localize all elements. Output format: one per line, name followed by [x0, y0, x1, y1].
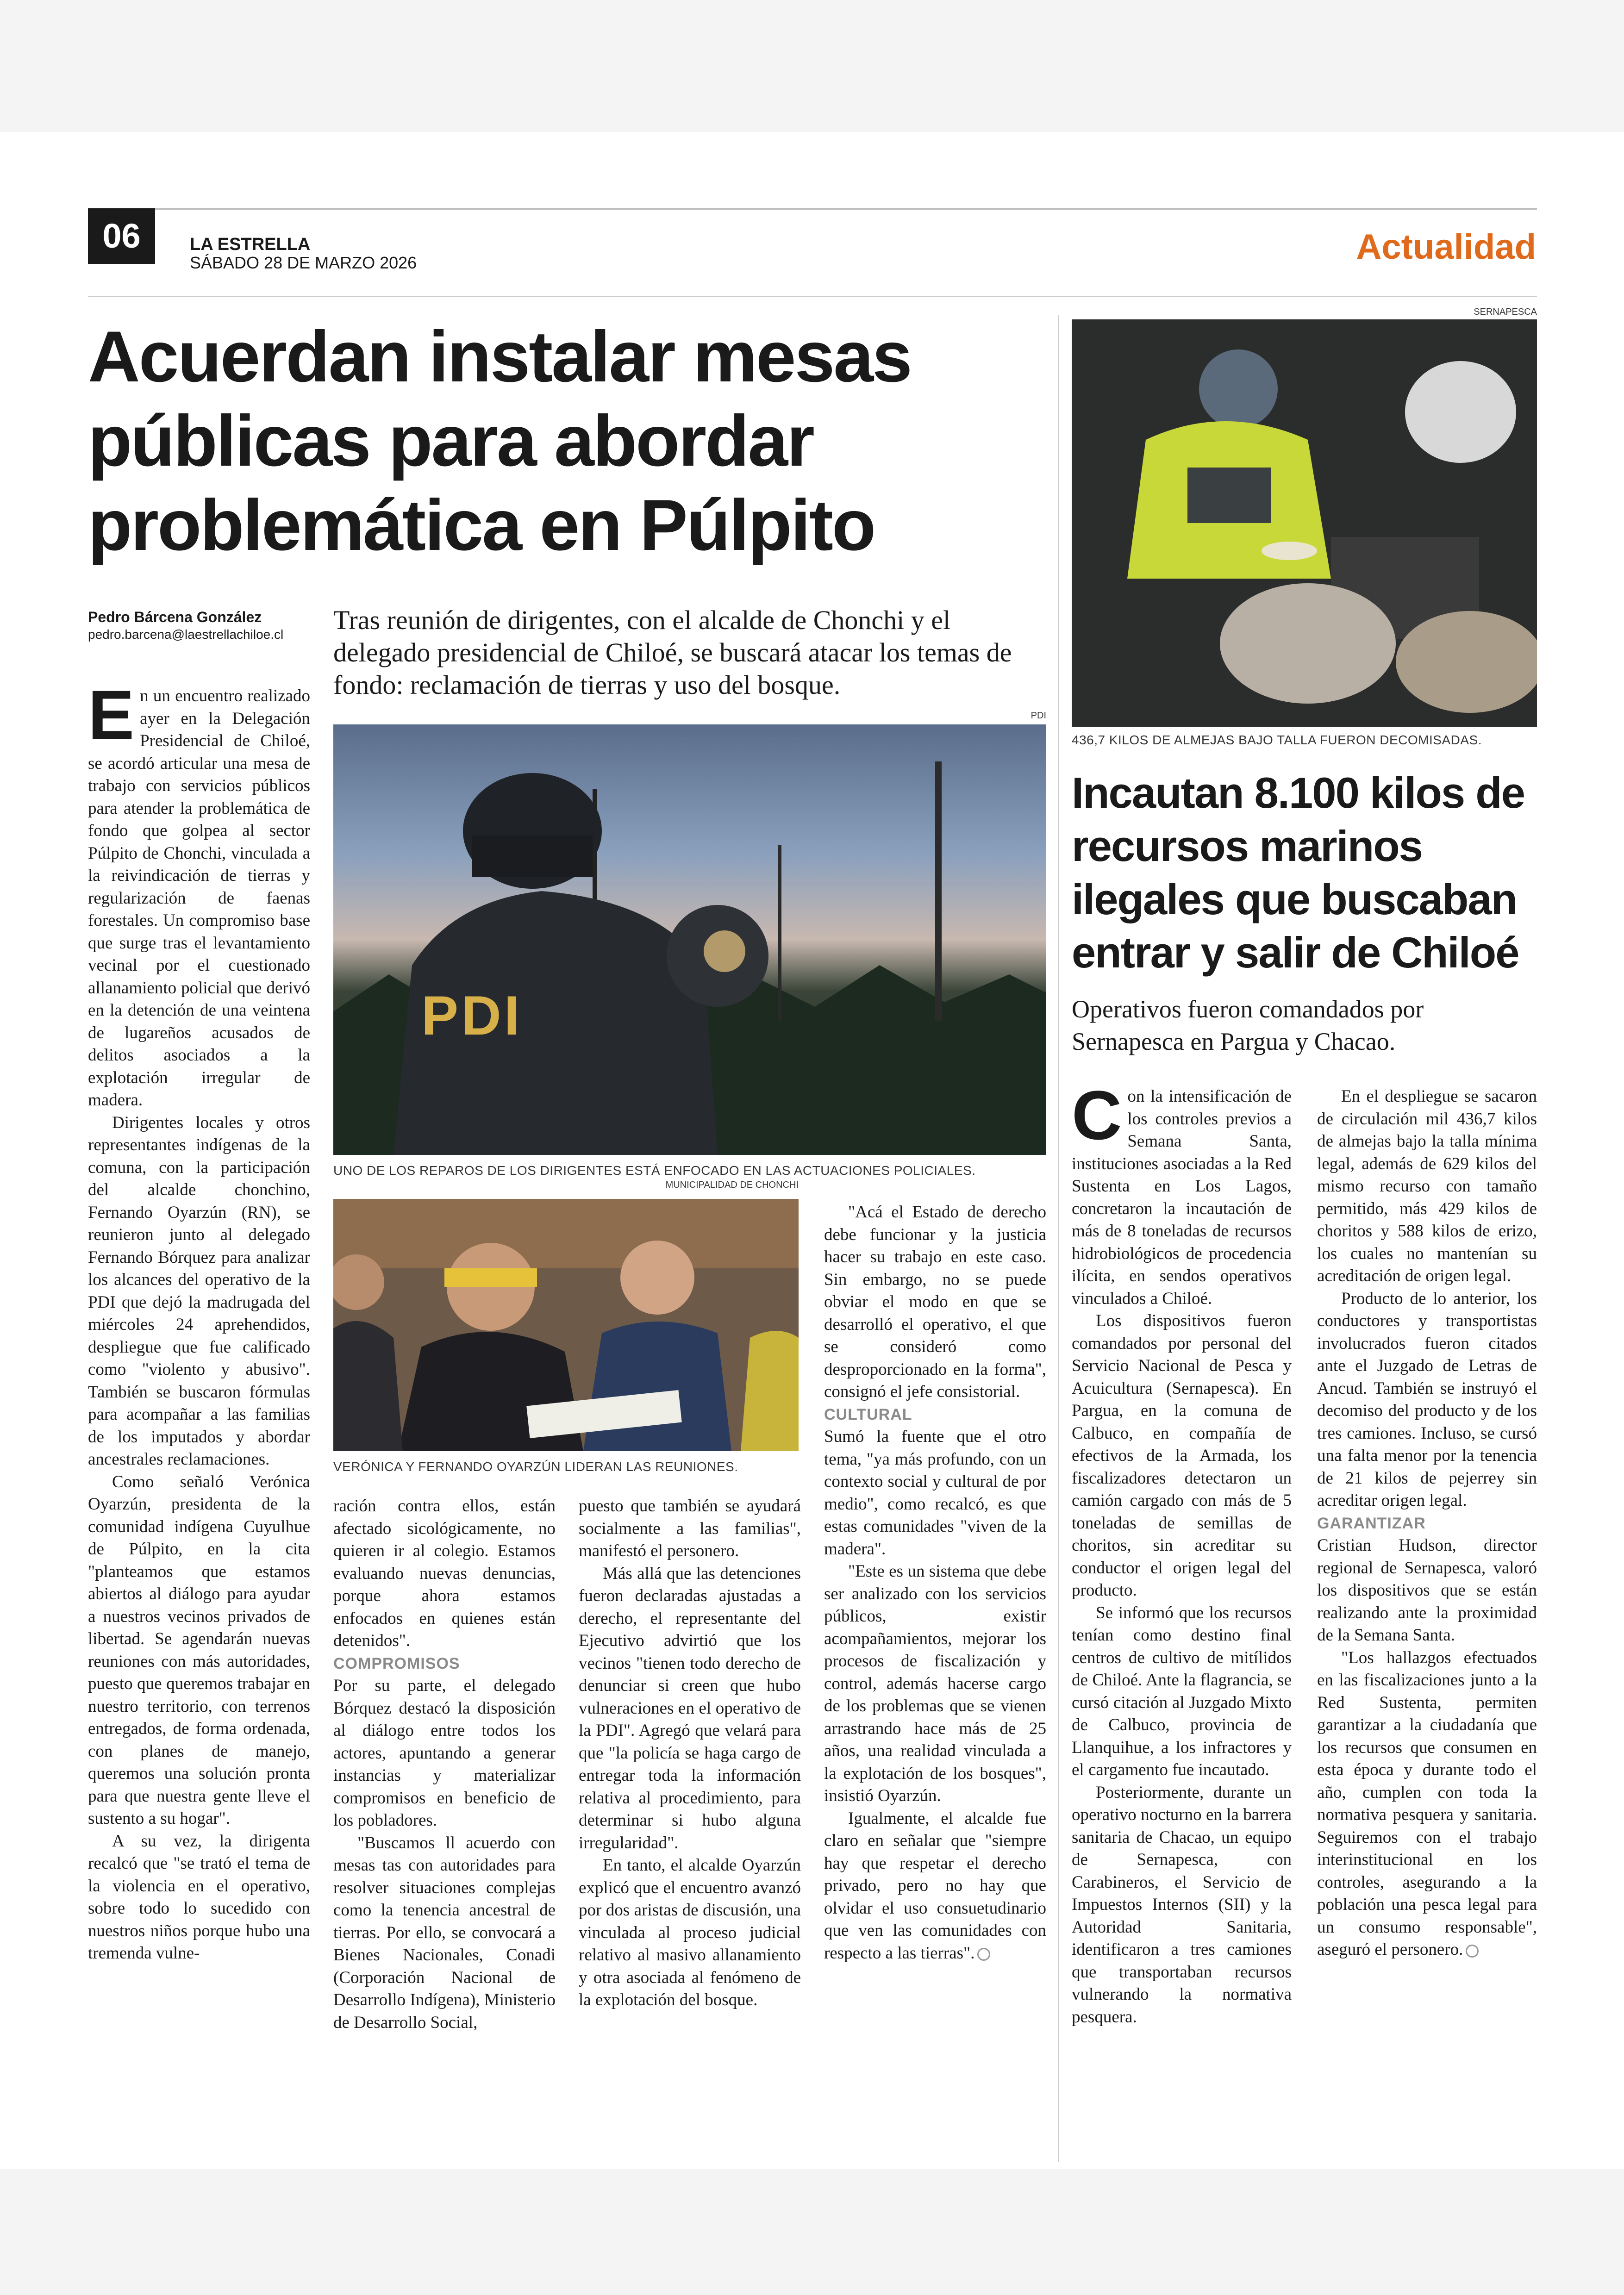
- photo1-credit: PDI: [1031, 711, 1046, 721]
- main-headline: Acuerdan instalar mesas públicas para abordar problemática en Púlpito: [88, 317, 911, 566]
- side-col2-p4: "Los hallazgos efectuados en las fiscalizaciones junto a la Red Sustenta, permiten garantizar a la ciudadanía que los recursos que consumen en esta época y durante todo el año, cumplen con toda la normativa pesquera y sanitaria. Seguiremos con el trabajo interinstitucional en los controles, asegurando a la población una pesca legal para un consumo responsable", aseguró el personero.: [1317, 1648, 1537, 1959]
- main-col1-p1: n un encuentro realizado ayer en la Delegación Presidencial de Chiloé, se acordó articular una mesa de trabajo con servicios públicos para atender la problemática de fondo que golpea al sector Púlpito de Chonchi, vinculada a la reivindicación de tierras y regularización de faenas forestales. Un compromiso base que surge tras el levantamiento vecinal por el cuestionado allanamiento policial que derivó en la detención de una veintena de lugareños acusados de delitos asociados a la explotación irregular de madera.: [88, 686, 310, 1110]
- main-column-4: [824, 1201, 1046, 1964]
- vest-pdi-text: PDI: [421, 985, 523, 1047]
- author-email: pedro.barcena@laestrellachiloe.cl: [88, 627, 284, 642]
- photo2-caption: VERÓNICA Y FERNANDO OYARZÚN LIDERAN LAS REUNIONES.: [333, 1459, 738, 1474]
- main-dropcap: E: [88, 676, 135, 754]
- meeting-photo: [333, 1199, 799, 1451]
- subhead-cultural: CULTURAL: [824, 1405, 912, 1423]
- main-col4-p1: "Acá el Estado de derecho debe funcionar y la justicia hacer su trabajo en este caso. Sin embargo, no se puede obviar el modo en que se desarrolló el operativo, el que se consideró como desproporcionado en la forma", consignó el jefe consistorial.: [824, 1203, 1046, 1401]
- side-col2-p2: Producto de lo anterior, los conductores y transportistas involucrados fueron citados ante el Juzgado de Letras de Ancud. También se instruyó el decomiso del producto y de los tres camiones. Incluso, se cursó una falta menor por la tenencia de 21 kilos de pejerrey sin acreditar origen legal.: [1317, 1289, 1537, 1510]
- side-dropcap: C: [1072, 1076, 1122, 1154]
- side-col1-p2: Los dispositivos fueron comandados por personal del Servicio Nacional de Pesca y Acuicultura (Sernapesca). En Pargua, en la comuna de Calbuco, en compañía de efectivos de la Armada, los fiscalizadores detectaron un camión cargado con más de 5 toneladas de semillas de choritos, sin acreditar su conductor el origen legal del producto.: [1072, 1311, 1292, 1600]
- newspaper-name: LA ESTRELLA: [190, 235, 311, 254]
- main-col1-p2: Dirigentes locales y otros representantes indígenas de la comuna, con la participación del alcalde chonchino, Fernando Oyarzún (RN), se reunieron junto al delegado Fernando Bórquez para analizar los alcances del operativo de la PDI que dejó la madrugada del miércoles 24 aprehendidos, despliegue que fue calificado como "violento y abusivo". También se buscaron fórmulas para acompañar a las familias de los imputados y abordar ancestrales reclamaciones.: [88, 1113, 310, 1469]
- meeting-scene: [333, 1199, 799, 1451]
- main-col2-p1: ración contra ellos, están afectado sicológicamente, no quieren ir al colegio. Estamos evaluando nuevas denuncias, porque ahora estamos enfocados en quienes están detenidos".: [333, 1497, 556, 1650]
- main-col3-p3: En tanto, el alcalde Oyarzún explicó que el encuentro avanzó por dos aristas de discusión, una vinculada al proceso judicial relativo al masivo allanamiento y otra asociada al fenómeno de la explotación del bosque.: [579, 1856, 801, 2009]
- side-column-1: [1072, 1076, 1292, 2028]
- side-col1-p1: on la intensificación de los controles previos a Semana Santa, instituciones asociadas a la Red Sustenta en Los Lagos, concretaron la incautación de más de 8 toneladas de recursos hidrobiológicos de procedencia ilícita, en sendos operativos vinculados a Chiloé.: [1072, 1087, 1292, 1308]
- inspection-scene: [1072, 319, 1537, 727]
- side-photo-credit: SERNAPESCA: [1474, 307, 1537, 317]
- main-column-2: [333, 1495, 556, 2034]
- subhead-compromisos: COMPROMISOS: [333, 1654, 460, 1672]
- side-headline: Incautan 8.100 kilos de recursos marinos ilegales que buscaban entrar y salir de Chiloé: [1072, 768, 1524, 977]
- section-name: Actualidad: [1356, 227, 1536, 267]
- main-col3-p2: Más allá que las detenciones fueron declaradas ajustadas a derecho, el representante del Ejecutivo advirtió que los vecinos "tienen todo derecho de denunciar si creen que hubo vulneraciones en el operativo de la PDI". Agregó que velará para que "la policía se haga cargo de entregar toda la información relativa al procedimiento, para determinar si hubo alguna irregularidad".: [579, 1564, 801, 1852]
- side-col2-p3: Cristian Hudson, director regional de Sernapesca, valoró los dispositivos que se están realizando ante la proximidad de la Semana Santa.: [1317, 1536, 1537, 1645]
- main-column-3: [579, 1495, 801, 2012]
- column-divider: [1058, 315, 1059, 2162]
- police-officer-photo: [333, 724, 1046, 1155]
- side-col2-p1: En el despliegue se sacaron de circulación mil 436,7 kilos de almejas bajo la talla mínima legal, además de 629 kilos del mismo recurso con tamaño permitido, más 429 kilos de choritos y 588 kilos de erizo, los cuales no mantenían su acreditación de origen legal.: [1317, 1087, 1537, 1285]
- main-column-1: [88, 676, 310, 1965]
- side-column-2: [1317, 1085, 1537, 1961]
- page-number: 06: [102, 217, 141, 255]
- main-col1-p3: Como señaló Verónica Oyarzún, presidenta de la comunidad indígena Cuyulhue de Púlpito, en la cita "planteamos que estamos abiertos al diálogo para ayudar a nuestros vecinos privados de libertad. Se agendarán nuevas reuniones con más autoridades, puesto que queremos trabajar en nuestro territorio, con terrenos entregados, de forma ordenada, con planes de manejo, queremos una solución pronta para que nuestra gente lleve el sustento a su hogar".: [88, 1472, 310, 1828]
- police-scene: [333, 724, 1046, 1155]
- main-col4-p3: "Este es un sistema que debe ser analizado con los servicios públicos, existir acompañamientos, mejorar los procesos de fiscalización y control, además hacerse cargo de los problemas que se vienen arrastrando hace más de 25 años, una realidad vinculada a la explotación de los bosques", insistió Oyarzún.: [824, 1562, 1046, 1805]
- main-col3-p1: puesto que también se ayudará socialmente a las familias", manifestó el personero.: [579, 1497, 801, 1560]
- header-bottom-rule: [88, 296, 1537, 297]
- side-end-mark-icon: [1466, 1945, 1479, 1958]
- subhead-garantizar: GARANTIZAR: [1317, 1514, 1426, 1532]
- author-name: Pedro Bárcena González: [88, 609, 262, 625]
- header-rule: [155, 208, 1537, 210]
- side-col1-p3: Se informó que los recursos tenían como destino final centros de cultivo de mitílidos de Chiloé. Ante la flagrancia, se cursó citación al Juzgado Mixto de Calbuco, provincia de Llanquihue, a los infractores y el cargamento fue incautado.: [1072, 1603, 1292, 1779]
- main-col2-p3: "Buscamos ll acuerdo con mesas tas con autoridades para resolver situaciones complejas como la tenencia ancestral de tierras. Por ello, se convocará a Bienes Nacionales, Conadi (Corporación Nacional de Desarrollo Indígena), Ministerio de Desarrollo Social,: [333, 1833, 556, 2032]
- newspaper-page: [0, 132, 1624, 2169]
- officer-silhouette: [394, 773, 768, 1155]
- photo2-credit: MUNICIPALIDAD DE CHONCHI: [665, 1180, 799, 1190]
- side-deck: Operativos fueron comandados por Sernapesca en Pargua y Chacao.: [1072, 995, 1424, 1055]
- main-col4-p4: Igualmente, el alcalde fue claro en señalar que "siempre hay que respetar el derecho privado, pero no hay que olvidar el uso consuetudinario que ven las comunidades con respecto a las tierras".: [824, 1809, 1046, 1963]
- main-col2-p2: Por su parte, el delegado Bórquez destacó la disposición al diálogo entre todos los actores, apuntando a generar instancias y materializar compromisos en beneficio de los pobladores.: [333, 1676, 556, 1830]
- side-col1-p4: Posteriormente, durante un operativo nocturno en la barrera sanitaria de Chacao, un equipo de Sernapesca, con Carabineros, el Servicio de Impuestos Internos (SII) y la Autoridad Sanitaria, identificaron a tres camiones que transportaban recursos vulnerando la normativa pesquera.: [1072, 1783, 1292, 2027]
- main-col4-p2: Sumó la fuente que el otro tema, "ya más profundo, con un contexto social y cultural de por medio", como recalcó, es que estas comunidades "viven de la madera".: [824, 1427, 1046, 1559]
- side-photo-caption: 436,7 KILOS DE ALMEJAS BAJO TALLA FUERON DECOMISADAS.: [1072, 733, 1482, 747]
- edition-date: SÁBADO 28 DE MARZO 2026: [190, 253, 417, 272]
- end-mark-icon: [977, 1948, 990, 1961]
- photo1-caption: UNO DE LOS REPAROS DE LOS DIRIGENTES ESTÁ ENFOCADO EN LAS ACTUACIONES POLICIALES.: [333, 1163, 976, 1178]
- main-deck: Tras reunión de dirigentes, con el alcalde de Chonchi y el delegado presidencial de Chiloé, se buscará atacar los temas de fondo: reclamación de tierras y uso del bosque.: [333, 605, 1012, 700]
- inspector-photo: [1072, 319, 1537, 727]
- main-col1-p4: A su vez, la dirigenta recalcó que "se trató el tema de la violencia en el operativo, sobre todo lo sucedido con nuestros niños porque hubo una tremenda vulne-: [88, 1831, 310, 1963]
